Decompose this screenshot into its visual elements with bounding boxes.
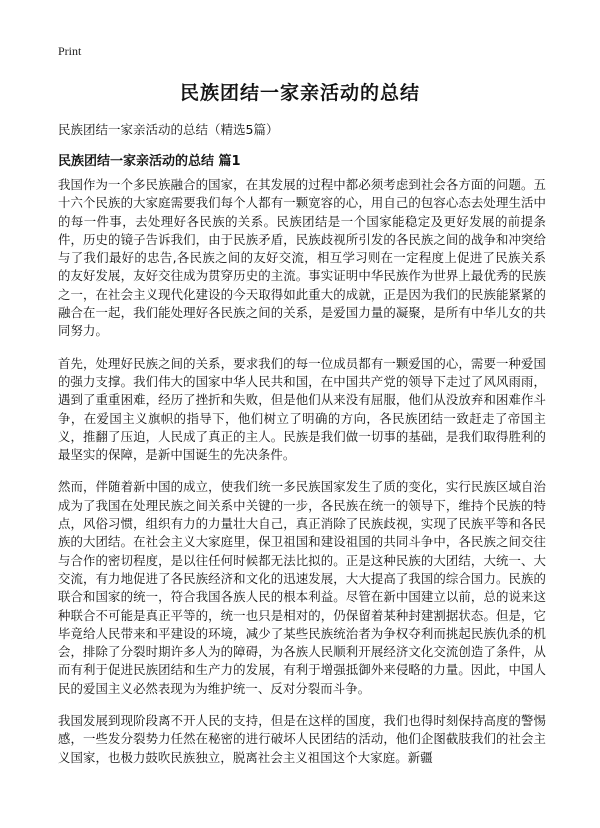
body-paragraph: 我国发展到现阶段离不开人民的支持，但是在这样的国度，我们也得时刻保持高度的警惕感，一些发分裂势力任然在秘密的进行破坏人民团结的活动，他们企图截肢我们的社会主义国家，也极力鼓吹民族独立，脱离社会主义祖国这个大家庭。新疆 (58, 713, 546, 765)
document-body (58, 176, 546, 781)
page-title: 民族团结一家亲活动的总结 (179, 82, 420, 104)
print-link[interactable]: Print (58, 44, 82, 58)
section-heading: 民族团结一家亲活动的总结 篇1 (58, 154, 241, 169)
document-subtitle: 民族团结一家亲活动的总结（精选5篇） (58, 122, 279, 137)
body-paragraph: 首先，处理好民族之间的关系，要求我们的每一位成员都有一颗爱国的心，需要一种爱国的强力支撑。我们伟大的国家中华人民共和国，在中国共产党的领导下走过了风风雨雨，遇到了重重困难，经历了挫折和失败，但是他们从来没有屈服，他们从没放弃和困难作斗争，在爱国主义旗帜的指导下，他们树立了明确的方向，各民族团结一致赶走了帝国主义，推翻了压迫，人民成了真正的主人。民族是我们做一切事的基础，是我们取得胜利的最坚实的保障，是新中国诞生的先决条件。 (58, 355, 546, 463)
body-paragraph: 然而，伴随着新中国的成立，使我们统一多民族国家发生了质的变化，实行民族区域自治成为了我国在处理民族之间关系中关键的一步，各民族在统一的领导下，维持个民族的特点，风俗习惯，组织有力的力量壮大自己，真正消除了民族歧视，实现了民族平等和各民族的大团结。在社会主义大家庭里，保卫祖国和建设祖国的共同斗争中，各民族之间交往与合作的密切程度，是以往任何时候都无法比拟的。正是这种民族的大团结，大统一、大交流，有力地促进了各民族经济和文化的迅速发展，大大提高了我国的综合国力。民族的联合和国家的统一，符合我国各族人民的根本利益。尽管在新中国建立以前，总的说来这种联合不可能是真正平等的，统一也只是相对的，仍保留着某种封建割据状态。但是，它毕竟给人民带来和平建设的环境，减少了某些民族统治者为争权夺利而挑起民族仇杀的机会，排除了分裂时期许多人为的障碍，为各族人民顺利开展经济文化交流创造了条件，从而有利于促进民族团结和生产力的发展，有利于增强抵御外来侵略的力量。因此，中国人民的爱国主义必然表现为为维护统一、反对分裂而斗争。 (58, 479, 546, 696)
body-paragraph: 我国作为一个多民族融合的国家，在其发展的过程中都必须考虑到社会各方面的问题。五十六个民族的大家庭需要我们每个人都有一颗宽容的心，用自己的包容心态去处理生活中的每一件事，去处理好各民族的关系。民族团结是一个国家能稳定及更好发展的前提条件，历史的镜子告诉我们，由于民族矛盾，民族歧视所引发的各民族之间的战争和冲突给与了我们最好的忠告,各民族之间的友好交流，相互学习则在一定程度上促进了民族关系的友好发展，友好交往成为贯穿历史的主流。事实证明中华民族作为世界上最优秀的民族之一，在社会主义现代化建设的今天取得如此重大的成就，正是因为我们的民族能紧紧的融合在一起，我们能处理好各民族之间的关系，是爱国力量的凝聚，是所有中华儿女的共同努力。 (58, 177, 546, 339)
